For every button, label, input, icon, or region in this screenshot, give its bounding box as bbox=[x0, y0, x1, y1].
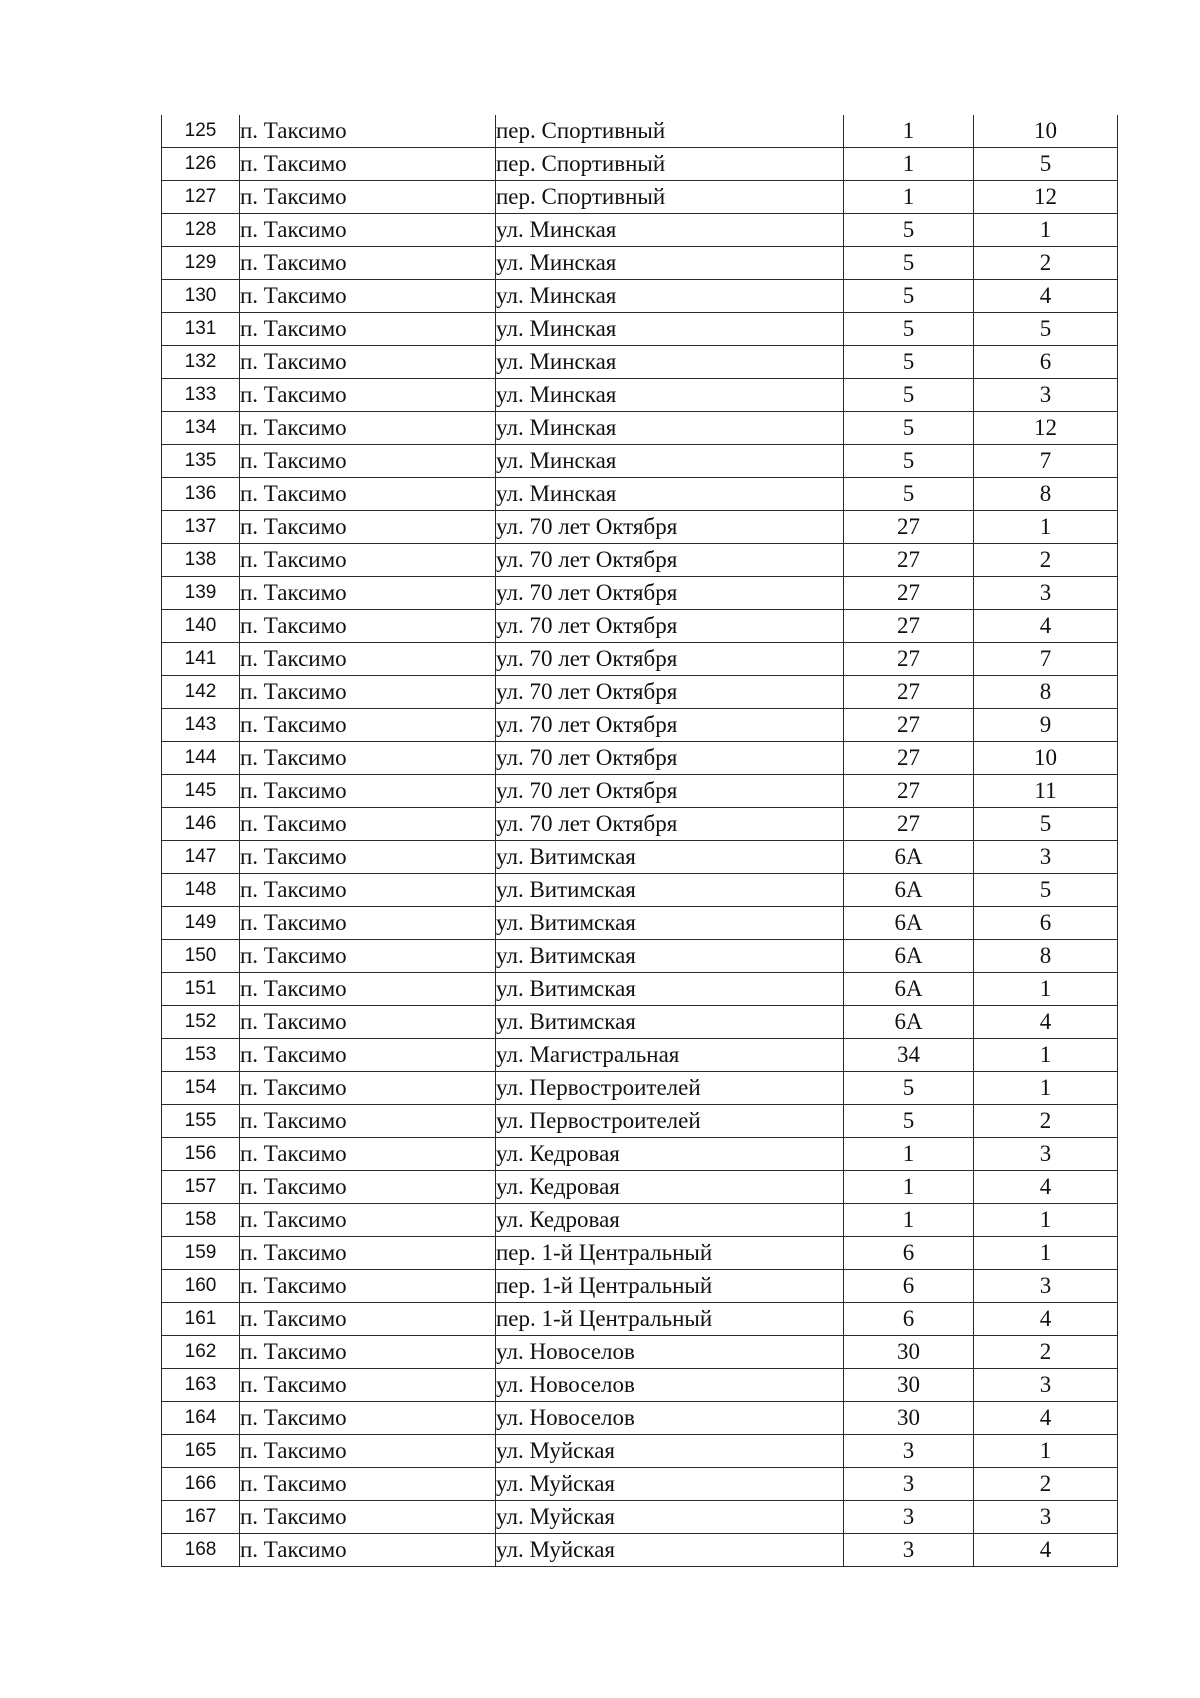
house-number-cell: 3 bbox=[844, 1534, 974, 1567]
table-row bbox=[162, 1204, 1118, 1237]
row-number: 133 bbox=[162, 379, 240, 412]
settlement-cell: п. Таксимо bbox=[240, 478, 496, 511]
table-row bbox=[162, 247, 1118, 280]
settlement-cell: п. Таксимо bbox=[240, 1468, 496, 1501]
street-cell: ул. Муйская bbox=[496, 1534, 844, 1567]
settlement-cell: п. Таксимо bbox=[240, 1171, 496, 1204]
street-cell: ул. 70 лет Октября bbox=[496, 610, 844, 643]
settlement-cell: п. Таксимо bbox=[240, 775, 496, 808]
settlement-cell: п. Таксимо bbox=[240, 1039, 496, 1072]
row-number: 166 bbox=[162, 1468, 240, 1501]
apartment-number-cell: 5 bbox=[974, 148, 1118, 181]
street-cell: ул. Первостроителей bbox=[496, 1072, 844, 1105]
settlement-cell: п. Таксимо bbox=[240, 379, 496, 412]
street-cell: ул. Муйская bbox=[496, 1468, 844, 1501]
row-number: 156 bbox=[162, 1138, 240, 1171]
apartment-number-cell: 3 bbox=[974, 1501, 1118, 1534]
apartment-number-cell: 2 bbox=[974, 1105, 1118, 1138]
apartment-number-cell: 1 bbox=[974, 1435, 1118, 1468]
row-number: 167 bbox=[162, 1501, 240, 1534]
table-row bbox=[162, 1435, 1118, 1468]
street-cell: пер. Спортивный bbox=[496, 148, 844, 181]
settlement-cell: п. Таксимо bbox=[240, 841, 496, 874]
row-number: 140 bbox=[162, 610, 240, 643]
row-number: 150 bbox=[162, 940, 240, 973]
row-number: 137 bbox=[162, 511, 240, 544]
house-number-cell: 27 bbox=[844, 610, 974, 643]
house-number-cell: 6А bbox=[844, 973, 974, 1006]
row-number: 165 bbox=[162, 1435, 240, 1468]
table-row bbox=[162, 445, 1118, 478]
table-row bbox=[162, 742, 1118, 775]
settlement-cell: п. Таксимо bbox=[240, 643, 496, 676]
street-cell: ул. Минская bbox=[496, 313, 844, 346]
street-cell: ул. 70 лет Октября bbox=[496, 709, 844, 742]
table-row bbox=[162, 1534, 1118, 1567]
street-cell: ул. Кедровая bbox=[496, 1204, 844, 1237]
row-number: 141 bbox=[162, 643, 240, 676]
table-row bbox=[162, 1468, 1118, 1501]
house-number-cell: 6А bbox=[844, 841, 974, 874]
apartment-number-cell: 11 bbox=[974, 775, 1118, 808]
settlement-cell: п. Таксимо bbox=[240, 1402, 496, 1435]
row-number: 125 bbox=[162, 115, 240, 148]
house-number-cell: 5 bbox=[844, 412, 974, 445]
settlement-cell: п. Таксимо bbox=[240, 1303, 496, 1336]
apartment-number-cell: 2 bbox=[974, 247, 1118, 280]
address-table-body bbox=[162, 115, 1118, 1567]
street-cell: ул. Кедровая bbox=[496, 1138, 844, 1171]
house-number-cell: 5 bbox=[844, 478, 974, 511]
table-row bbox=[162, 181, 1118, 214]
apartment-number-cell: 6 bbox=[974, 346, 1118, 379]
settlement-cell: п. Таксимо bbox=[240, 1237, 496, 1270]
apartment-number-cell: 1 bbox=[974, 511, 1118, 544]
settlement-cell: п. Таксимо bbox=[240, 1369, 496, 1402]
street-cell: ул. 70 лет Октября bbox=[496, 511, 844, 544]
street-cell: ул. Минская bbox=[496, 412, 844, 445]
house-number-cell: 27 bbox=[844, 775, 974, 808]
apartment-number-cell: 12 bbox=[974, 181, 1118, 214]
settlement-cell: п. Таксимо bbox=[240, 907, 496, 940]
settlement-cell: п. Таксимо bbox=[240, 247, 496, 280]
house-number-cell: 27 bbox=[844, 808, 974, 841]
apartment-number-cell: 1 bbox=[974, 1204, 1118, 1237]
apartment-number-cell: 3 bbox=[974, 379, 1118, 412]
apartment-number-cell: 4 bbox=[974, 1402, 1118, 1435]
house-number-cell: 30 bbox=[844, 1402, 974, 1435]
table-row bbox=[162, 1237, 1118, 1270]
table-row bbox=[162, 973, 1118, 1006]
table-row bbox=[162, 808, 1118, 841]
table-row bbox=[162, 1138, 1118, 1171]
settlement-cell: п. Таксимо bbox=[240, 610, 496, 643]
apartment-number-cell: 5 bbox=[974, 874, 1118, 907]
apartment-number-cell: 4 bbox=[974, 1171, 1118, 1204]
apartment-number-cell: 7 bbox=[974, 643, 1118, 676]
settlement-cell: п. Таксимо bbox=[240, 808, 496, 841]
apartment-number-cell: 3 bbox=[974, 1270, 1118, 1303]
settlement-cell: п. Таксимо bbox=[240, 940, 496, 973]
street-cell: ул. Минская bbox=[496, 379, 844, 412]
apartment-number-cell: 2 bbox=[974, 1336, 1118, 1369]
row-number: 131 bbox=[162, 313, 240, 346]
settlement-cell: п. Таксимо bbox=[240, 511, 496, 544]
row-number: 144 bbox=[162, 742, 240, 775]
apartment-number-cell: 2 bbox=[974, 544, 1118, 577]
apartment-number-cell: 8 bbox=[974, 940, 1118, 973]
table-row bbox=[162, 1006, 1118, 1039]
house-number-cell: 3 bbox=[844, 1435, 974, 1468]
row-number: 126 bbox=[162, 148, 240, 181]
table-row bbox=[162, 775, 1118, 808]
settlement-cell: п. Таксимо bbox=[240, 445, 496, 478]
house-number-cell: 1 bbox=[844, 115, 974, 148]
apartment-number-cell: 3 bbox=[974, 841, 1118, 874]
apartment-number-cell: 5 bbox=[974, 808, 1118, 841]
settlement-cell: п. Таксимо bbox=[240, 1072, 496, 1105]
apartment-number-cell: 8 bbox=[974, 676, 1118, 709]
row-number: 155 bbox=[162, 1105, 240, 1138]
row-number: 143 bbox=[162, 709, 240, 742]
house-number-cell: 27 bbox=[844, 742, 974, 775]
house-number-cell: 27 bbox=[844, 676, 974, 709]
street-cell: ул. Муйская bbox=[496, 1435, 844, 1468]
house-number-cell: 5 bbox=[844, 280, 974, 313]
table-row bbox=[162, 874, 1118, 907]
apartment-number-cell: 4 bbox=[974, 1006, 1118, 1039]
apartment-number-cell: 1 bbox=[974, 1237, 1118, 1270]
street-cell: ул. Первостроителей bbox=[496, 1105, 844, 1138]
street-cell: ул. Минская bbox=[496, 214, 844, 247]
house-number-cell: 1 bbox=[844, 181, 974, 214]
apartment-number-cell: 4 bbox=[974, 1534, 1118, 1567]
row-number: 160 bbox=[162, 1270, 240, 1303]
table-row bbox=[162, 1402, 1118, 1435]
house-number-cell: 5 bbox=[844, 445, 974, 478]
table-row bbox=[162, 280, 1118, 313]
row-number: 142 bbox=[162, 676, 240, 709]
street-cell: ул. 70 лет Октября bbox=[496, 742, 844, 775]
settlement-cell: п. Таксимо bbox=[240, 280, 496, 313]
house-number-cell: 6 bbox=[844, 1237, 974, 1270]
house-number-cell: 27 bbox=[844, 577, 974, 610]
table-row bbox=[162, 214, 1118, 247]
table-row bbox=[162, 709, 1118, 742]
table-row bbox=[162, 1039, 1118, 1072]
house-number-cell: 5 bbox=[844, 379, 974, 412]
house-number-cell: 30 bbox=[844, 1336, 974, 1369]
table-row bbox=[162, 577, 1118, 610]
settlement-cell: п. Таксимо bbox=[240, 313, 496, 346]
row-number: 154 bbox=[162, 1072, 240, 1105]
street-cell: ул. 70 лет Октября bbox=[496, 643, 844, 676]
table-row bbox=[162, 1336, 1118, 1369]
apartment-number-cell: 1 bbox=[974, 973, 1118, 1006]
street-cell: ул. Минская bbox=[496, 445, 844, 478]
table-row bbox=[162, 511, 1118, 544]
table-row bbox=[162, 1303, 1118, 1336]
row-number: 127 bbox=[162, 181, 240, 214]
apartment-number-cell: 3 bbox=[974, 1138, 1118, 1171]
settlement-cell: п. Таксимо bbox=[240, 973, 496, 1006]
row-number: 147 bbox=[162, 841, 240, 874]
street-cell: пер. 1-й Центральный bbox=[496, 1270, 844, 1303]
address-table bbox=[161, 115, 1118, 1567]
table-row bbox=[162, 676, 1118, 709]
house-number-cell: 5 bbox=[844, 214, 974, 247]
house-number-cell: 5 bbox=[844, 1072, 974, 1105]
row-number: 135 bbox=[162, 445, 240, 478]
row-number: 159 bbox=[162, 1237, 240, 1270]
house-number-cell: 27 bbox=[844, 643, 974, 676]
row-number: 151 bbox=[162, 973, 240, 1006]
row-number: 157 bbox=[162, 1171, 240, 1204]
house-number-cell: 6А bbox=[844, 1006, 974, 1039]
street-cell: ул. Кедровая bbox=[496, 1171, 844, 1204]
street-cell: ул. 70 лет Октября bbox=[496, 775, 844, 808]
apartment-number-cell: 4 bbox=[974, 610, 1118, 643]
settlement-cell: п. Таксимо bbox=[240, 115, 496, 148]
table-row bbox=[162, 1501, 1118, 1534]
row-number: 130 bbox=[162, 280, 240, 313]
house-number-cell: 27 bbox=[844, 511, 974, 544]
house-number-cell: 27 bbox=[844, 709, 974, 742]
house-number-cell: 5 bbox=[844, 346, 974, 379]
house-number-cell: 6А bbox=[844, 940, 974, 973]
row-number: 134 bbox=[162, 412, 240, 445]
street-cell: ул. Минская bbox=[496, 280, 844, 313]
street-cell: пер. Спортивный bbox=[496, 181, 844, 214]
apartment-number-cell: 12 bbox=[974, 412, 1118, 445]
row-number: 153 bbox=[162, 1039, 240, 1072]
settlement-cell: п. Таксимо bbox=[240, 181, 496, 214]
row-number: 136 bbox=[162, 478, 240, 511]
settlement-cell: п. Таксимо bbox=[240, 874, 496, 907]
house-number-cell: 1 bbox=[844, 1204, 974, 1237]
street-cell: ул. 70 лет Октября bbox=[496, 577, 844, 610]
street-cell: ул. Витимская bbox=[496, 1006, 844, 1039]
street-cell: ул. Магистральная bbox=[496, 1039, 844, 1072]
house-number-cell: 27 bbox=[844, 544, 974, 577]
table-row bbox=[162, 544, 1118, 577]
apartment-number-cell: 4 bbox=[974, 280, 1118, 313]
settlement-cell: п. Таксимо bbox=[240, 544, 496, 577]
table-row bbox=[162, 478, 1118, 511]
street-cell: ул. Новоселов bbox=[496, 1402, 844, 1435]
apartment-number-cell: 5 bbox=[974, 313, 1118, 346]
apartment-number-cell: 1 bbox=[974, 1039, 1118, 1072]
settlement-cell: п. Таксимо bbox=[240, 1534, 496, 1567]
street-cell: пер. 1-й Центральный bbox=[496, 1303, 844, 1336]
street-cell: ул. 70 лет Октября bbox=[496, 544, 844, 577]
house-number-cell: 6 bbox=[844, 1270, 974, 1303]
row-number: 129 bbox=[162, 247, 240, 280]
house-number-cell: 34 bbox=[844, 1039, 974, 1072]
settlement-cell: п. Таксимо bbox=[240, 709, 496, 742]
settlement-cell: п. Таксимо bbox=[240, 676, 496, 709]
row-number: 162 bbox=[162, 1336, 240, 1369]
street-cell: ул. Муйская bbox=[496, 1501, 844, 1534]
settlement-cell: п. Таксимо bbox=[240, 1336, 496, 1369]
table-row bbox=[162, 1369, 1118, 1402]
table-row bbox=[162, 148, 1118, 181]
street-cell: ул. Новоселов bbox=[496, 1369, 844, 1402]
street-cell: ул. Витимская bbox=[496, 973, 844, 1006]
table-row bbox=[162, 346, 1118, 379]
settlement-cell: п. Таксимо bbox=[240, 412, 496, 445]
street-cell: ул. Витимская bbox=[496, 940, 844, 973]
settlement-cell: п. Таксимо bbox=[240, 1204, 496, 1237]
apartment-number-cell: 6 bbox=[974, 907, 1118, 940]
apartment-number-cell: 7 bbox=[974, 445, 1118, 478]
settlement-cell: п. Таксимо bbox=[240, 1138, 496, 1171]
house-number-cell: 6А bbox=[844, 907, 974, 940]
house-number-cell: 30 bbox=[844, 1369, 974, 1402]
table-row bbox=[162, 1072, 1118, 1105]
table-row bbox=[162, 1105, 1118, 1138]
house-number-cell: 5 bbox=[844, 313, 974, 346]
house-number-cell: 3 bbox=[844, 1501, 974, 1534]
street-cell: ул. Витимская bbox=[496, 874, 844, 907]
apartment-number-cell: 4 bbox=[974, 1303, 1118, 1336]
settlement-cell: п. Таксимо bbox=[240, 1435, 496, 1468]
table-row bbox=[162, 643, 1118, 676]
table-row bbox=[162, 1270, 1118, 1303]
street-cell: ул. Витимская bbox=[496, 907, 844, 940]
house-number-cell: 3 bbox=[844, 1468, 974, 1501]
apartment-number-cell: 3 bbox=[974, 577, 1118, 610]
house-number-cell: 5 bbox=[844, 1105, 974, 1138]
row-number: 149 bbox=[162, 907, 240, 940]
table-row bbox=[162, 379, 1118, 412]
row-number: 158 bbox=[162, 1204, 240, 1237]
settlement-cell: п. Таксимо bbox=[240, 1501, 496, 1534]
house-number-cell: 6А bbox=[844, 874, 974, 907]
row-number: 128 bbox=[162, 214, 240, 247]
row-number: 145 bbox=[162, 775, 240, 808]
row-number: 163 bbox=[162, 1369, 240, 1402]
settlement-cell: п. Таксимо bbox=[240, 1105, 496, 1138]
street-cell: ул. Минская bbox=[496, 346, 844, 379]
settlement-cell: п. Таксимо bbox=[240, 346, 496, 379]
street-cell: ул. Витимская bbox=[496, 841, 844, 874]
apartment-number-cell: 1 bbox=[974, 1072, 1118, 1105]
settlement-cell: п. Таксимо bbox=[240, 1270, 496, 1303]
house-number-cell: 1 bbox=[844, 1171, 974, 1204]
row-number: 148 bbox=[162, 874, 240, 907]
table-row bbox=[162, 115, 1118, 148]
settlement-cell: п. Таксимо bbox=[240, 742, 496, 775]
house-number-cell: 6 bbox=[844, 1303, 974, 1336]
row-number: 138 bbox=[162, 544, 240, 577]
settlement-cell: п. Таксимо bbox=[240, 148, 496, 181]
street-cell: ул. Минская bbox=[496, 247, 844, 280]
table-row bbox=[162, 841, 1118, 874]
table-row bbox=[162, 940, 1118, 973]
row-number: 152 bbox=[162, 1006, 240, 1039]
apartment-number-cell: 2 bbox=[974, 1468, 1118, 1501]
row-number: 168 bbox=[162, 1534, 240, 1567]
table-row bbox=[162, 907, 1118, 940]
row-number: 132 bbox=[162, 346, 240, 379]
apartment-number-cell: 10 bbox=[974, 742, 1118, 775]
street-cell: ул. Минская bbox=[496, 478, 844, 511]
house-number-cell: 5 bbox=[844, 247, 974, 280]
row-number: 161 bbox=[162, 1303, 240, 1336]
house-number-cell: 1 bbox=[844, 1138, 974, 1171]
table-row bbox=[162, 1171, 1118, 1204]
table-row bbox=[162, 412, 1118, 445]
table-row bbox=[162, 610, 1118, 643]
row-number: 139 bbox=[162, 577, 240, 610]
street-cell: пер. 1-й Центральный bbox=[496, 1237, 844, 1270]
settlement-cell: п. Таксимо bbox=[240, 1006, 496, 1039]
table-row bbox=[162, 313, 1118, 346]
house-number-cell: 1 bbox=[844, 148, 974, 181]
settlement-cell: п. Таксимо bbox=[240, 577, 496, 610]
street-cell: ул. 70 лет Октября bbox=[496, 676, 844, 709]
settlement-cell: п. Таксимо bbox=[240, 214, 496, 247]
street-cell: ул. 70 лет Октября bbox=[496, 808, 844, 841]
apartment-number-cell: 8 bbox=[974, 478, 1118, 511]
row-number: 164 bbox=[162, 1402, 240, 1435]
apartment-number-cell: 9 bbox=[974, 709, 1118, 742]
street-cell: пер. Спортивный bbox=[496, 115, 844, 148]
apartment-number-cell: 1 bbox=[974, 214, 1118, 247]
apartment-number-cell: 10 bbox=[974, 115, 1118, 148]
apartment-number-cell: 3 bbox=[974, 1369, 1118, 1402]
street-cell: ул. Новоселов bbox=[496, 1336, 844, 1369]
row-number: 146 bbox=[162, 808, 240, 841]
